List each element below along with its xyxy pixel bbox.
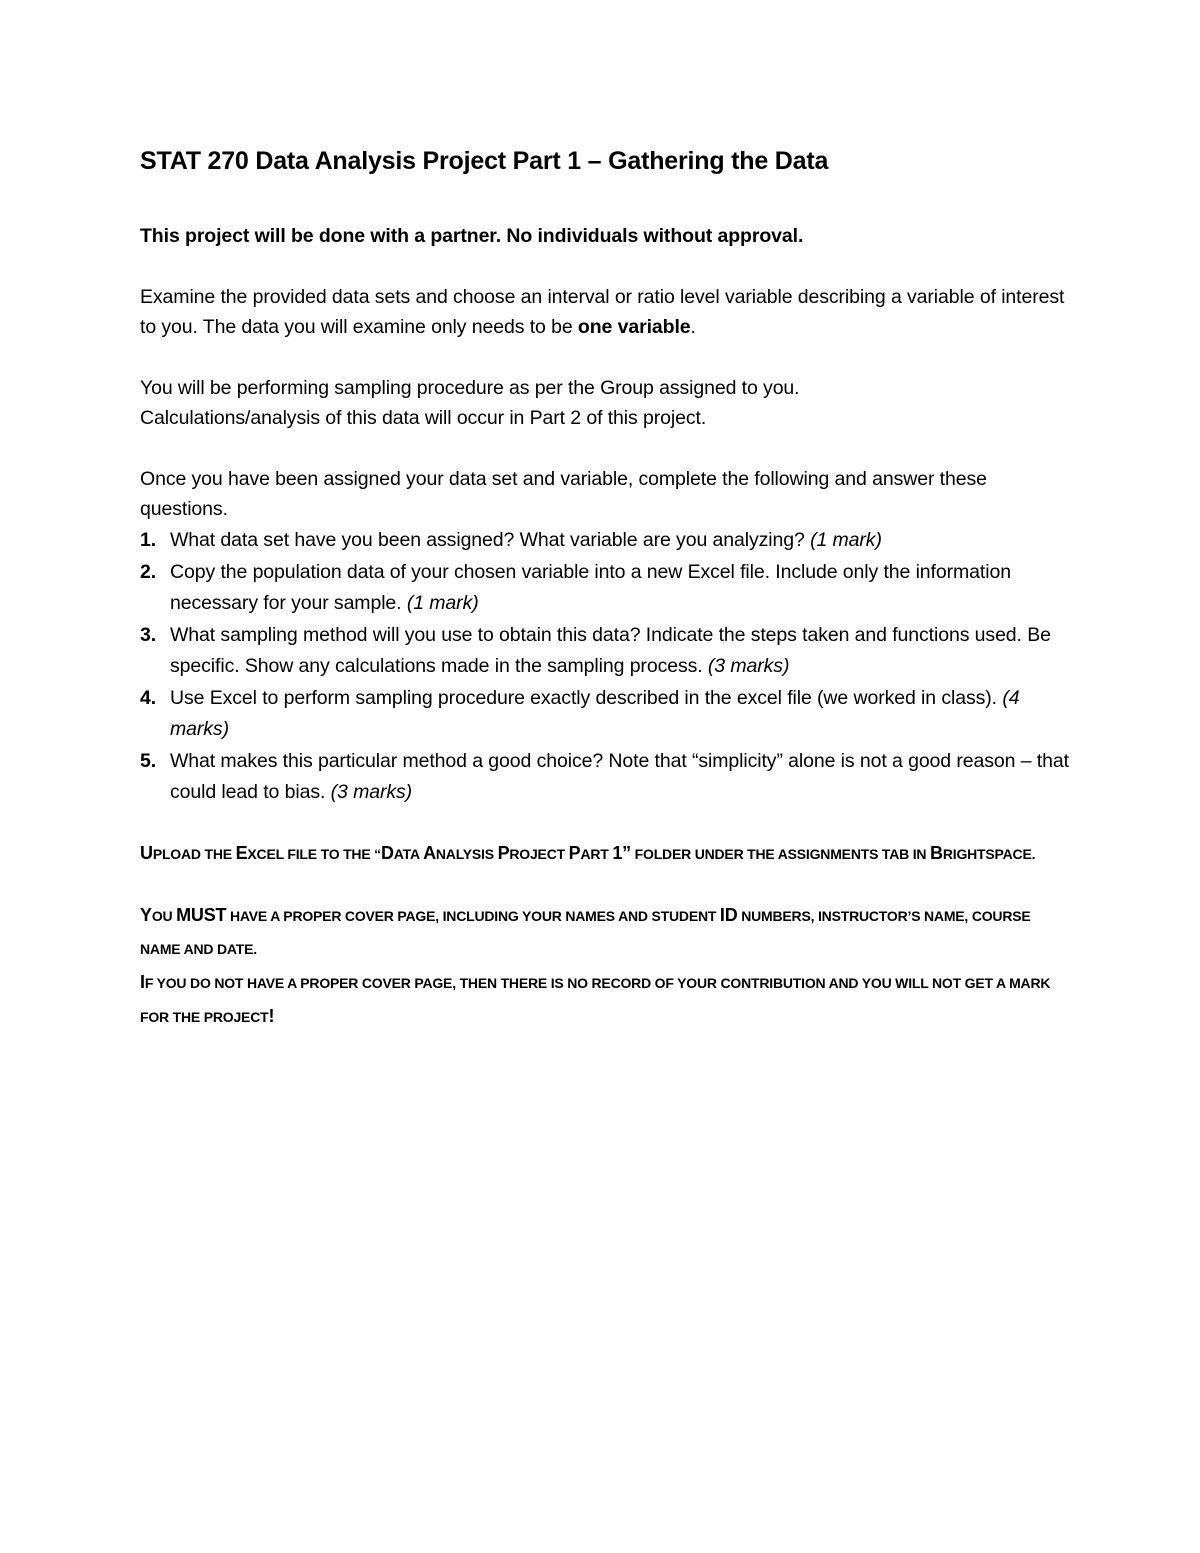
question-item	[140, 525, 1070, 556]
smallcap-text: NALYSIS	[435, 846, 498, 862]
question-marks: (1 mark)	[810, 528, 882, 551]
smallcap-initial: E	[235, 843, 248, 863]
question-text: Use Excel to perform sampling procedure exactly described in the excel file (we worked in class).	[170, 687, 1003, 709]
smallcap-text: ART	[580, 846, 613, 862]
smallcap-initial: D	[380, 843, 394, 863]
smallcap-text: NUMBERS, INSTRUCTOR’S NAME, COURSE NAME AND DATE.	[140, 908, 1031, 957]
question-item	[140, 683, 1070, 744]
smallcap-initial: 1”	[612, 843, 631, 863]
smallcap-initial: A	[423, 843, 436, 863]
sampling-paragraph	[140, 373, 1070, 434]
smallcap-initial: !	[268, 1006, 275, 1026]
document-title: STAT 270 Data Analysis Project Part 1 – Gathering the Data	[140, 147, 829, 175]
examine-emphasis: one variable	[577, 316, 691, 338]
smallcap-initial: U	[140, 843, 153, 863]
smallcap-initial: P	[568, 843, 581, 863]
question-text: What makes this particular method a good choice? Note that “simplicity” alone is not a good reason – that could lead to bias.	[170, 750, 1069, 803]
question-marks: (3 marks)	[330, 780, 413, 803]
question-number: 4.	[140, 687, 157, 709]
smallcap-emphasis: MUST	[176, 905, 227, 925]
question-item	[140, 620, 1070, 681]
examine-paragraph	[140, 282, 1070, 343]
smallcap-initial: Y	[140, 905, 152, 925]
question-item	[140, 746, 1070, 807]
smallcap-text: RIGHTSPACE.	[942, 846, 1036, 862]
smallcap-text: XCEL FILE TO THE “	[247, 846, 381, 862]
smallcap-text: HAVE A PROPER COVER PAGE, INCLUDING YOUR NAMES AND STUDENT	[226, 908, 720, 924]
question-number: 5.	[140, 750, 157, 772]
document-content	[140, 143, 1070, 1034]
question-marks: (1 mark)	[406, 591, 479, 614]
questions-intro: Once you have been assigned your data set and variable, complete the following and answer these questions.	[140, 467, 987, 520]
question-text: Copy the population data of your chosen variable into a new Excel file. Include only the information necessary for your sample.	[170, 561, 1011, 614]
smallcap-text: ATA	[393, 846, 424, 862]
smallcap-text: FOLDER UNDER THE ASSIGNMENTS TAB IN	[630, 846, 931, 862]
question-text: What sampling method will you use to obtain this data? Indicate the steps taken and functions used. Be specific. Show any calculations made in the sampling process.	[170, 624, 1051, 677]
question-marks: (4 marks)	[170, 687, 1020, 740]
smallcap-text: ROJECT	[509, 846, 569, 862]
smallcap-emphasis: ID	[719, 905, 738, 925]
question-number: 2.	[140, 561, 157, 583]
examine-end: .	[690, 316, 696, 338]
upload-note	[140, 837, 1070, 871]
cover-page-note	[140, 899, 1070, 966]
examine-text: Examine the provided data sets and choose an interval or ratio level variable describing a variable of interest to you. The data you will examine only needs to be	[140, 285, 1065, 338]
sampling-line-1: You will be performing sampling procedure as per the Group assigned to you.	[140, 376, 800, 399]
question-text: What data set have you been assigned? What variable are you analyzing?	[170, 528, 811, 551]
question-number: 1.	[140, 528, 157, 551]
warning-note	[140, 966, 1070, 1034]
partner-note: This project will be done with a partner. No individuals without approval.	[140, 225, 804, 247]
question-number: 3.	[140, 624, 157, 646]
smallcap-initial: B	[930, 843, 943, 863]
smallcap-initial: I	[140, 972, 145, 992]
questions-list	[140, 525, 1070, 808]
smallcap-text: F YOU DO NOT HAVE A PROPER COVER PAGE, THEN THERE IS NO RECORD OF YOUR CONTRIBUTION AND YOU WILL NOT GET A MARK FOR THE PROJECT	[140, 975, 1051, 1025]
question-item	[140, 557, 1070, 618]
sampling-line-2: Calculations/analysis of this data will occur in Part 2 of this project.	[140, 407, 707, 429]
smallcap-initial: P	[497, 843, 510, 863]
smallcap-text: PLOAD THE	[152, 846, 236, 862]
smallcap-text: OU	[151, 908, 177, 924]
question-marks: (3 marks)	[707, 654, 790, 677]
